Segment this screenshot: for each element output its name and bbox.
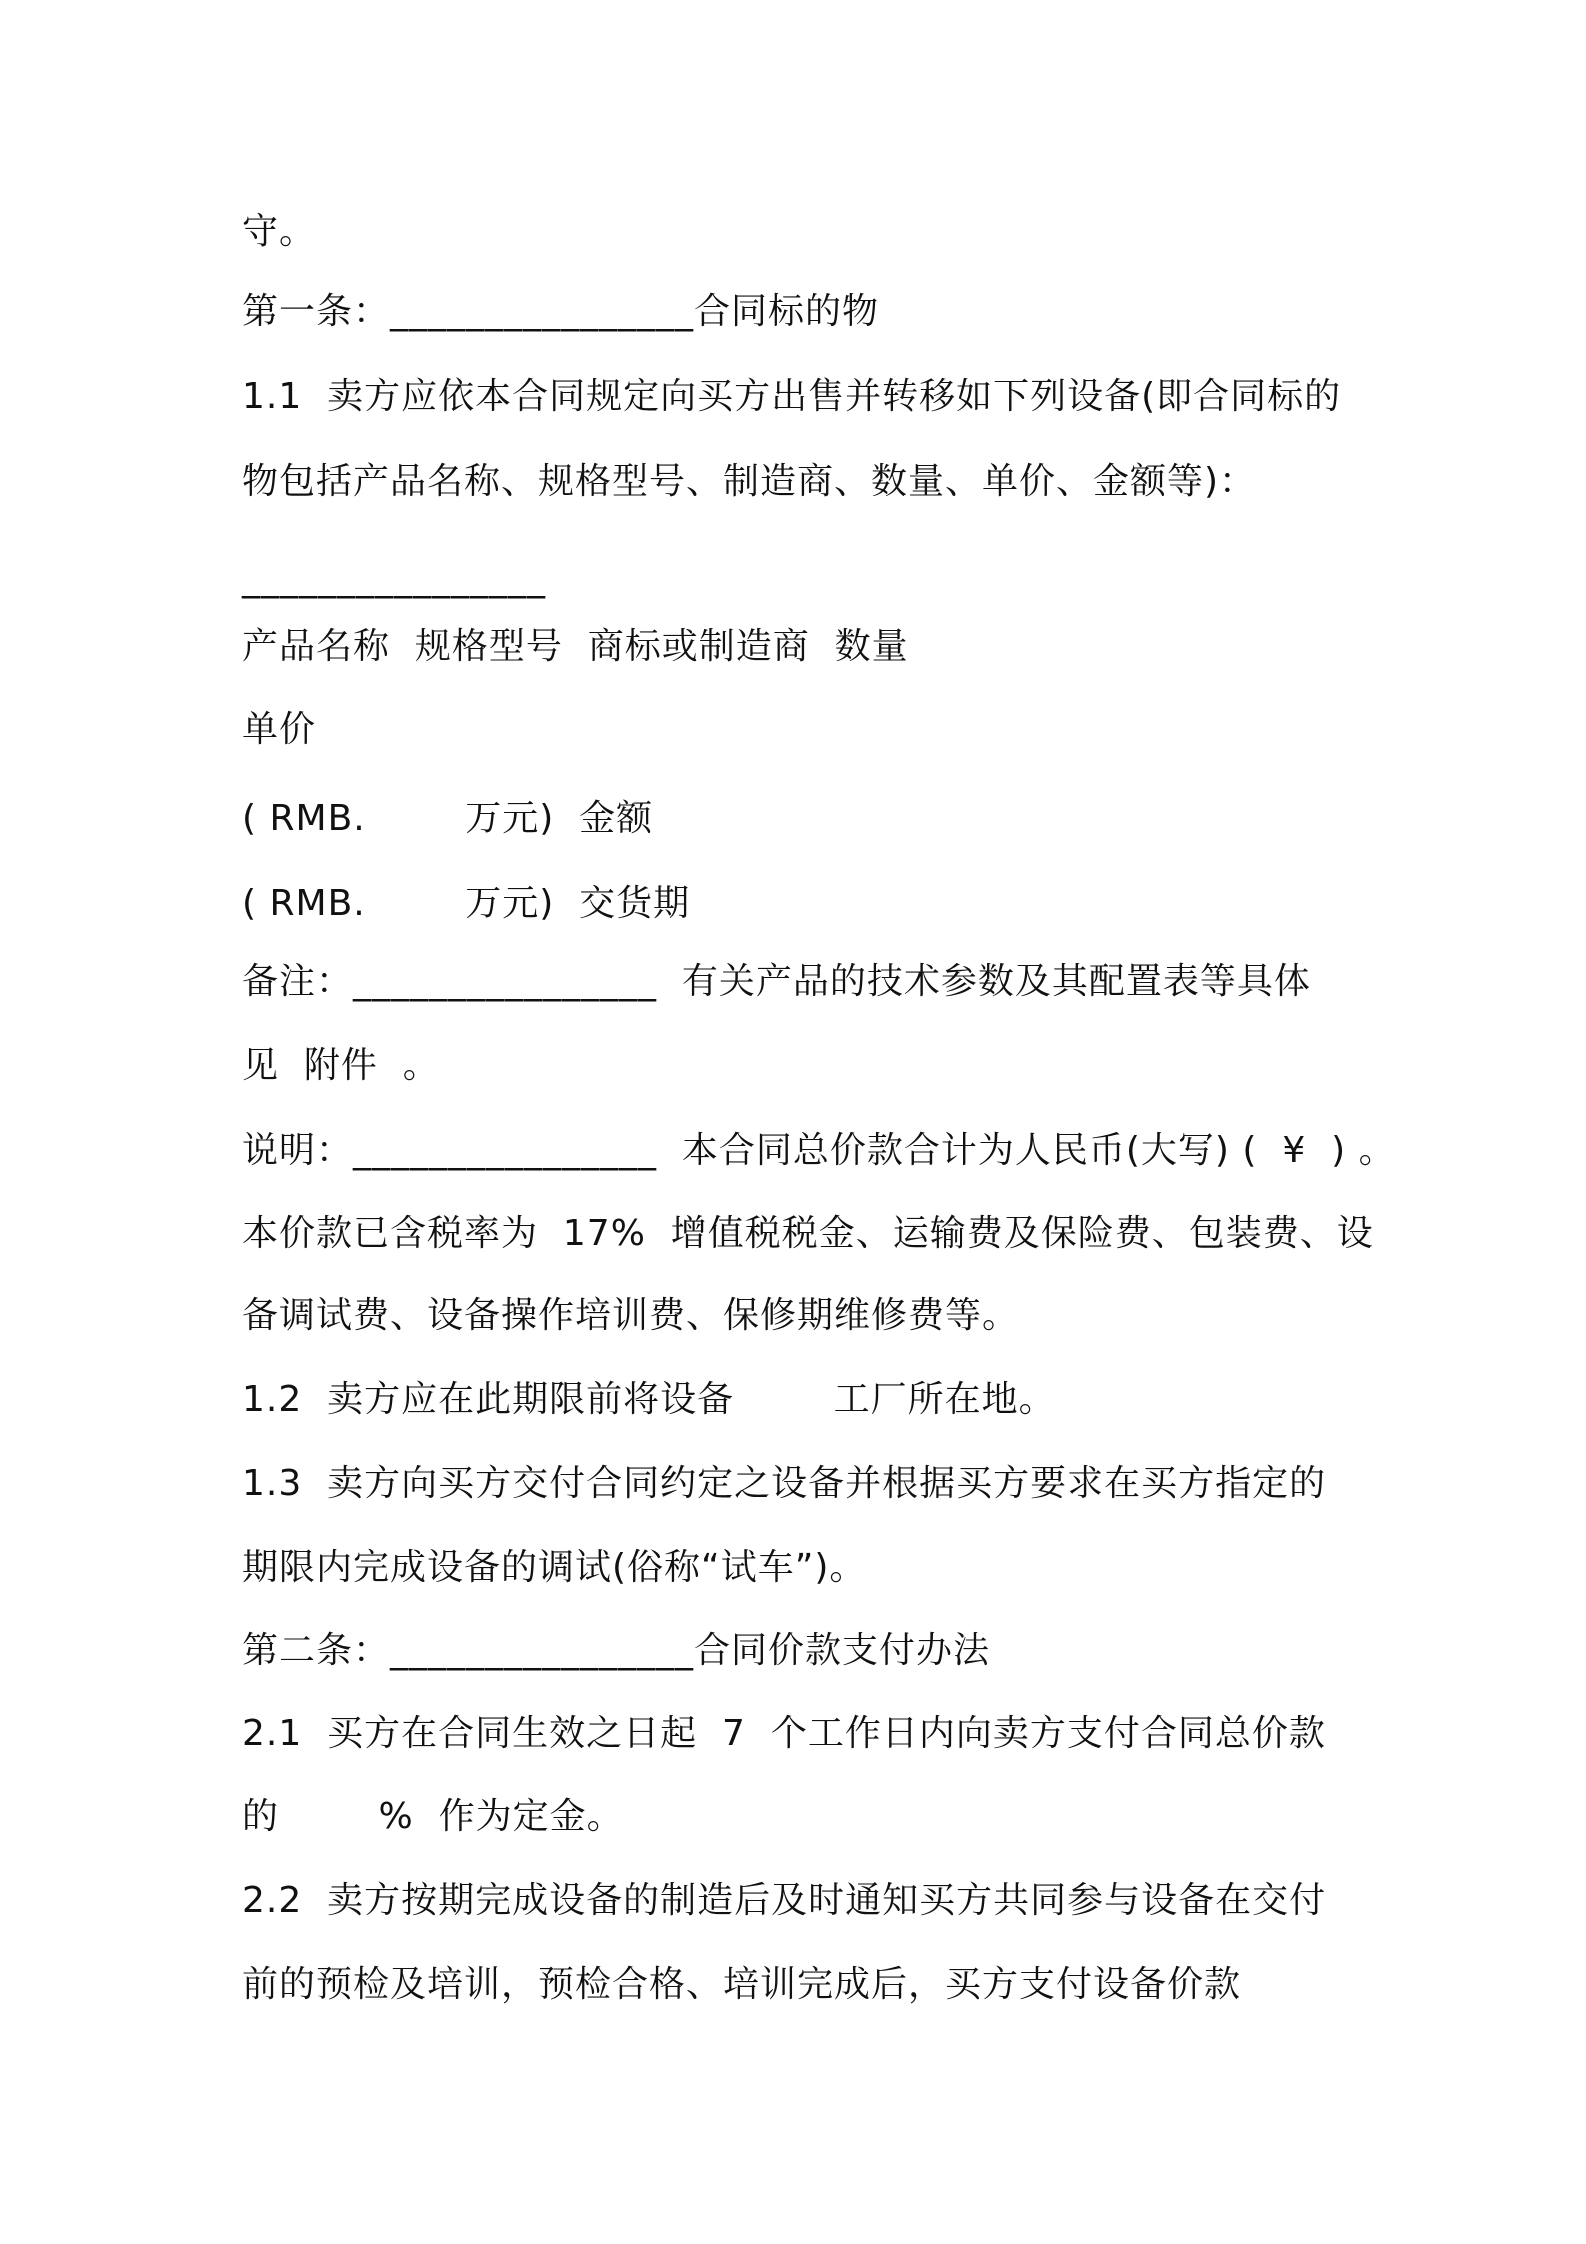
clause-2-1: 2.1 买方在合同生效之日起 7 个工作日内向卖方支付合同总价款 [242, 1713, 1326, 1754]
text-line-14: 备调试费、设备操作培训费、保修期维修费等。 [242, 1295, 1020, 1336]
explanation-line: 说明：________________ 本合同总价款合计为人民币(大写) ( ¥ ) 。 [242, 1130, 1396, 1171]
text-line-8: ( RMB. 万元) 金额 [242, 798, 654, 839]
table-header-line: 产品名称 规格型号 商标或制造商 数量 [242, 626, 909, 667]
text-line-4: 物包括产品名称、规格型号、制造商、数量、单价、金额等)： [242, 461, 1257, 502]
text-line-13: 本价款已含税率为 17% 增值税税金、运输费及保险费、包装费、设 [242, 1213, 1374, 1254]
text-line-3: 1.1 卖方应依本合同规定向买方出售并转移如下列设备(即合同标的 [242, 376, 1342, 417]
text-line-11: 见 附件 。 [242, 1045, 440, 1086]
clause-2-2: 2.2 卖方按期完成设备的制造后及时通知买方共同参与设备在交付 [242, 1880, 1327, 1921]
text-line-7: 单价 [242, 709, 317, 750]
blank-line: ________________ [242, 558, 546, 599]
article-1-heading: 第一条：________________合同标的物 [242, 291, 880, 332]
clause-1-2: 1.2 卖方应在此期限前将设备 工厂所在地。 [242, 1379, 1056, 1420]
text-line-1: 守。 [242, 211, 317, 252]
text-line-22: 前的预检及培训，预检合格、培训完成后，买方支付设备价款 [242, 1964, 1242, 2005]
article-2-heading: 第二条：________________合同价款支付办法 [242, 1630, 991, 1671]
text-line-20: 的 % 作为定金。 [242, 1796, 624, 1837]
clause-1-3: 1.3 卖方向买方交付合同约定之设备并根据买方要求在买方指定的 [242, 1463, 1327, 1504]
text-line-9: ( RMB. 万元) 交货期 [242, 883, 691, 924]
remark-line: 备注：________________ 有关产品的技术参数及其配置表等具体 [242, 961, 1311, 1002]
text-line-17: 期限内完成设备的调试(俗称“试车”)。 [242, 1547, 867, 1588]
